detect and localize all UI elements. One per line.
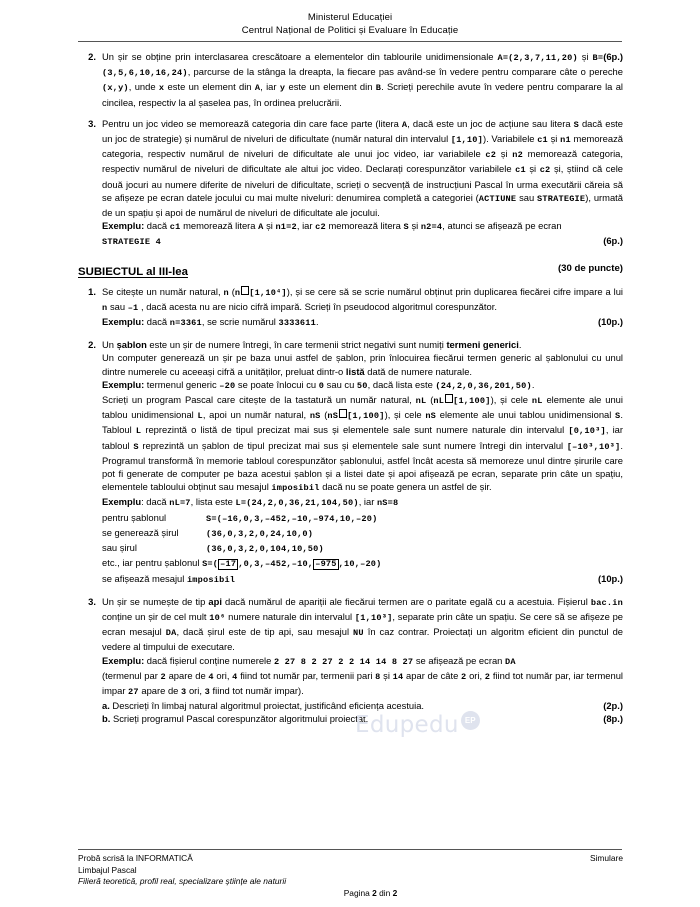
header-ministry: Ministerul Educației	[307, 12, 393, 23]
example-generic	[102, 378, 623, 393]
rich-text: Un șir se obține prin interclasarea crescătoare a elementelor din tablourile unidimensionale A=(2,3,7,11,20) și B=(3,5,6,10,16,24), parcurse de la stânga la dreapta, la fiecare pas având-se în vedere pentru comparare câte o pereche (x,y), unde x este un element din A, iar y este un element din B. Scrieți perechile avute în vedere pentru comparare la al cincilea, respectiv la al șaselea pas, în ordinea prelucrării.	[102, 51, 623, 108]
example-row	[102, 511, 623, 526]
row-value: (36,0,3,2,0,24,10,0)	[206, 528, 314, 539]
question-ii-3	[78, 117, 623, 250]
question-iii-1	[78, 285, 623, 331]
rich-text: dacă n=3361, se scrie numărul 3333611.	[144, 316, 319, 329]
example-output-line	[102, 234, 623, 249]
example-label: Exemplu:	[102, 654, 145, 666]
etc-middle: ,0,3,–452,–10,	[238, 559, 314, 570]
subject-points: (30 de puncte)	[557, 262, 623, 274]
rich-text: dacă c1 memorează litera A și n1=2, iar c2 memorează litera S și n2=4, atunci se afișează pe ecran	[144, 220, 562, 233]
example-label: Exemplu:	[102, 378, 145, 390]
program-requirements	[102, 393, 623, 495]
subject-heading	[78, 262, 623, 278]
subquestion-label: b.	[102, 713, 111, 725]
subquestion-text: Scrieți programul Pascal corespunzător algoritmului proiectat.	[110, 713, 369, 725]
example-label: Exemplu	[102, 496, 142, 508]
rich-text: dacă fișierul conține numerele 2 27 8 2 27 2 2 14 14 8 27 se afișează pe ecran DA	[144, 654, 516, 667]
document-header	[80, 12, 620, 37]
etc-tail: ,10,–20)	[338, 559, 382, 570]
question-number: 2.	[88, 51, 96, 62]
footer-language: Limbajul Pascal	[78, 864, 137, 875]
row-value: S=(–16,0,3,–452,–10,–974,10,–20)	[206, 513, 378, 524]
definition-body	[102, 351, 623, 377]
example-output: STRATEGIE 4	[102, 237, 161, 248]
etc-prefix: etc., iar pentru șablonul	[102, 557, 203, 569]
rich-text: Un șir se numește de tip api dacă numărul de apariții ale fiecărui termen are o paritate egală cu a acestuia. Fișierul bac.in conține un șir de cel mult 10⁶ numere naturale din intervalul [1,10³], separate prin câte un spațiu. Se cere să se afișeze pe ecran mesajul DA, dacă șirul este de tip api, sau mesajul NU în caz contrar. Proiectați un algoritm eficient din punctul de vedere al timpului de executare.	[102, 595, 624, 653]
subquestion-points: (2p.)	[603, 700, 623, 712]
question-text	[102, 595, 623, 654]
question-points: (6p.)	[603, 51, 623, 62]
example-final-row	[102, 572, 623, 587]
rich-text: Scrieți un program Pascal care citește de la tastatură un număr natural, nL (nL [1,100]), și cele nL elemente ale unui tablou unidimensional L, apoi un număr natural, nS (nS [1,100]), și cele nS elemente ale unui tablou unidimensional S. Tabloul L reprezintă o listă de tipul precizat mai sus și elementele sale sunt numere naturale din intervalul [0,10³], iar tabloul S reprezintă un șablon de tipul precizat mai sus și elementele sale sunt numere întregi din intervalul [–10³,10³]. Programul transformă în memorie tabloul corespunzător șablonului, astfel încât acesta să memoreze unul dintre șirurile care pot fi generate de computer pe baza acestui șablon și a listei date și apoi afișează pe ecran, separate prin câte un spațiu, elementele tabloului obținut sau mesajul imposibil dacă nu se poate genera un astfel de șir.	[102, 394, 624, 494]
final-prefix: se afișează mesajul	[102, 572, 187, 584]
rich-text: Se citește un număr natural, n (n [1,10⁴]), și se cere să se scrie numărul obținut prin duplicarea fiecărei cifre impare a lui n sau –1 , dacă acesta nu are nicio cifră impară. Scrieți în pseudocod algoritmul corespunzător.	[102, 285, 624, 313]
subquestion-text: Descrieți în limbaj natural algoritmul proiectat, justificând eficiența acestuia.	[109, 700, 425, 712]
question-example	[102, 219, 623, 234]
question-iii-2	[78, 338, 623, 586]
example-row	[102, 526, 623, 541]
question-ii-2	[78, 50, 623, 109]
row-label: se generează șirul	[102, 526, 179, 538]
subquestion-a	[102, 699, 623, 712]
watermark-badge-icon: EP	[461, 711, 480, 730]
final-message: imposibil	[186, 574, 236, 585]
header-divider	[78, 41, 622, 42]
exam-content	[78, 50, 623, 734]
question-points: (6p.)	[603, 235, 623, 247]
question-number: 3.	[88, 117, 96, 129]
footer-profile: Filieră teoretică, profil real, specializare științe ale naturii	[78, 876, 287, 887]
example-explanation	[102, 669, 623, 699]
question-text	[102, 285, 623, 315]
etc-open: S=(	[202, 559, 219, 570]
header-center: Centrul Național de Politici și Evaluare în Educație	[241, 24, 459, 36]
question-iii-3	[78, 595, 623, 726]
rich-text: : dacă nL=7, lista este L=(24,2,0,36,21,104,50), iar nS=8	[141, 496, 399, 509]
footer-exam-name: Probă scrisă la INFORMATICĂ	[78, 853, 193, 863]
subquestion-points: (8p.)	[603, 713, 623, 725]
question-points: (10p.)	[597, 316, 623, 328]
watermark-text: Edupedu	[355, 712, 459, 738]
page-current: 2	[372, 887, 377, 898]
question-number: 1.	[88, 285, 96, 297]
question-number: 3.	[88, 595, 96, 607]
row-value: (36,0,3,2,0,104,10,50)	[206, 544, 324, 555]
highlighted-value-2: –975	[315, 559, 337, 570]
rich-text: (termenul par 2 apare de 4 ori, 4 fiind tot număr par, termenii pari 8 și 14 apar de câte 2 ori, 2 fiind tot număr par, iar termenul impar 27 apare de 3 ori, 3 fiind tot număr impar).	[102, 669, 624, 697]
element-of-symbol-glyph	[445, 394, 453, 403]
rich-text: Pentru un joc video se memorează categoria din care face parte (litera A, dacă este un joc de acțiune sau litera S dacă este un joc de strategie) și numărul de niveluri de dificultate (număr natural din intervalul [1,10]). Variabilele c1 și n1 memorează categoria, respectiv numărul de niveluri de dificultate ale unui joc video, iar variabilele c2 și n2 memorează categoria, respectiv numărul de niveluri de dificultate ale altui joc video. Declarați corespunzător variabilele c1 și c2 și, știind că cele două jocuri au numere diferite de niveluri de dificultate, scrieți o secvență de instrucțiuni Pascal în urma executării căreia să se afișeze pe ecran datele jocului cu mai multe niveluri: denumirea completă a categoriei (ACTIUNE sau STRATEGIE), urmată de un spațiu și apoi de numărul de niveluri de dificultate ale jocului.	[102, 117, 624, 219]
example-header	[102, 495, 623, 510]
subquestion-label: a.	[102, 700, 110, 712]
highlighted-value-1: –17	[220, 559, 237, 570]
edupedu-watermark	[355, 712, 480, 738]
subject-title: SUBIECTUL al III-lea	[78, 265, 188, 278]
example-row	[102, 541, 623, 556]
page-prefix: Pagina	[343, 887, 373, 898]
rich-text: termenul generic –20 se poate înlocui cu 0 sau cu 50, dacă lista este (24,2,0,36,201,50).	[144, 378, 535, 391]
footer-session: Simulare	[589, 853, 623, 863]
rich-text: Un șablon este un șir de numere întregi, în care termenii strict negativi sunt numiți termeni generici.	[102, 339, 522, 351]
row-label: pentru șablonul	[102, 511, 167, 523]
question-text	[102, 117, 623, 219]
question-example	[102, 315, 623, 330]
footer-divider	[78, 849, 622, 850]
row-label: sau șirul	[102, 542, 137, 554]
example-label: Exemplu:	[102, 316, 145, 328]
page-total: 2	[392, 887, 398, 898]
definition-line	[102, 338, 623, 351]
document-footer	[78, 853, 623, 899]
question-example	[102, 654, 623, 669]
element-of-symbol-glyph	[339, 409, 347, 418]
footer-pagination	[78, 888, 623, 900]
example-etc-row	[102, 556, 623, 571]
question-points: (10p.)	[597, 572, 623, 584]
example-label: Exemplu:	[102, 220, 145, 232]
question-text	[102, 50, 623, 109]
element-of-symbol-glyph	[241, 286, 249, 295]
rich-text: Un computer generează un șir pe baza unui astfel de șablon, prin înlocuirea fiecărui termen generic al șablonului cu unul dintre numerele cu aceeași cifră a unităților, preluat dintr-o listă dată de numere naturale.	[102, 352, 623, 377]
page-mid: din	[376, 887, 393, 898]
question-number: 2.	[88, 339, 96, 351]
